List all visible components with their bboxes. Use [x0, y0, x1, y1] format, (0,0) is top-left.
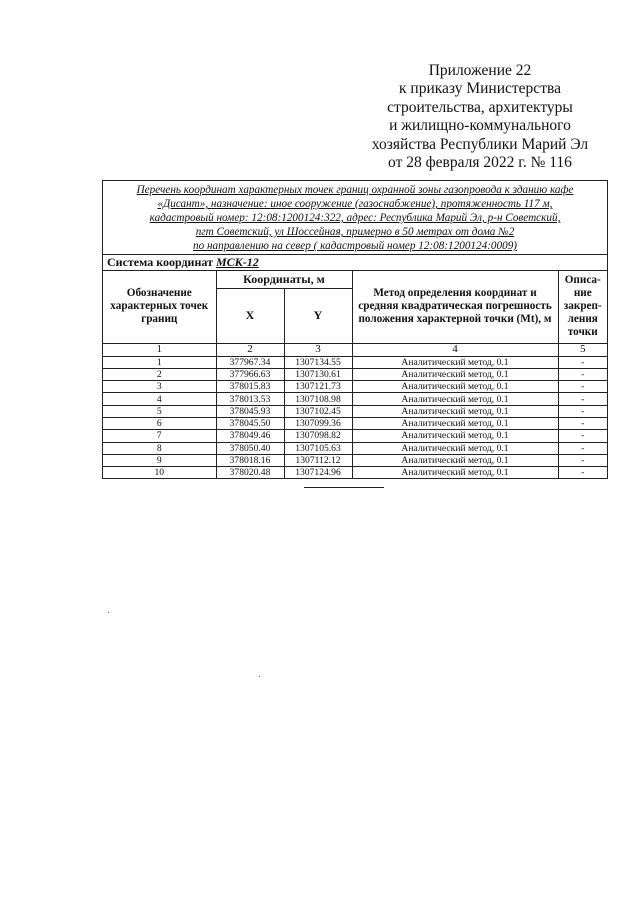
- table-title-line: кадастровый номер: 12:08:1200124:322, адрес: Республика Марий Эл, р-н Советский,: [149, 212, 561, 224]
- coord-y: 1307098.82: [284, 430, 352, 442]
- coordinate-system-label: Система координат: [107, 255, 213, 269]
- point-number: 9: [103, 454, 216, 466]
- coord-x: 378045.50: [216, 417, 284, 429]
- header-method: Метод определения координат и средняя квадратическая погрешность положения характерной точки (Mt), м: [352, 271, 558, 343]
- header-point: Обозначение характерных точек границ: [103, 271, 216, 343]
- table-row: [103, 430, 607, 442]
- header-x: X: [216, 288, 284, 343]
- table-title-line: Перечень координат характерных точек границ охранной зоны газопровода к зданию кафе: [136, 184, 574, 196]
- coord-y: 1307108.98: [284, 393, 352, 405]
- point-number: 7: [103, 430, 216, 442]
- table-row: [103, 381, 607, 393]
- header-coordinates: Координаты, м: [216, 271, 352, 288]
- point-number: 3: [103, 381, 216, 393]
- column-number: 1: [103, 343, 216, 356]
- appendix-line: строительства, архитектуры: [387, 98, 573, 116]
- coord-x: 378018.16: [216, 454, 284, 466]
- appendix-line: хозяйства Республики Марий Эл: [371, 135, 589, 153]
- appendix-line: Приложение 22: [428, 62, 532, 79]
- point-number: 8: [103, 442, 216, 454]
- coord-y: 1307130.61: [284, 368, 352, 380]
- method-cell: Аналитический метод, 0.1: [352, 368, 558, 380]
- coord-x: 378045.93: [216, 405, 284, 417]
- point-number: 1: [103, 356, 216, 368]
- description-cell: -: [558, 430, 607, 442]
- appendix-line: и жилищно-коммунального: [389, 117, 571, 135]
- description-cell: -: [558, 381, 607, 393]
- coord-y: 1307124.96: [284, 467, 352, 479]
- coordinate-system-value: МСК-12: [215, 255, 259, 269]
- coord-y: 1307105.63: [284, 442, 352, 454]
- coord-y: 1307102.45: [284, 405, 352, 417]
- description-cell: -: [558, 393, 607, 405]
- table-row: [103, 467, 607, 479]
- table-title-line: «Дисант», назначение: иное сооружение (газоснабжение), протяженность 117 м,: [157, 198, 553, 210]
- description-cell: -: [558, 356, 607, 368]
- point-number: 5: [103, 405, 216, 417]
- point-number: 10: [103, 467, 216, 479]
- coord-y: 1307121.73: [284, 381, 352, 393]
- coordinates-document-table: [102, 180, 608, 479]
- point-number: 4: [103, 393, 216, 405]
- description-cell: -: [558, 442, 607, 454]
- description-cell: -: [558, 467, 607, 479]
- coord-y: 1307099.36: [284, 417, 352, 429]
- table-row: [103, 393, 607, 405]
- header-y: Y: [284, 288, 352, 343]
- method-cell: Аналитический метод, 0.1: [352, 356, 558, 368]
- header-description: Описа-ние закреп-ления точки: [558, 271, 607, 343]
- coordinate-system-row: [103, 255, 607, 271]
- coordinates-table: [103, 271, 607, 478]
- scan-speck: [108, 612, 109, 613]
- coord-x: 378013.53: [216, 393, 284, 405]
- coord-x: 378015.83: [216, 381, 284, 393]
- coord-x: 378020.48: [216, 467, 284, 479]
- table-row: [103, 442, 607, 454]
- method-cell: Аналитический метод, 0.1: [352, 381, 558, 393]
- coord-x: 377966.63: [216, 368, 284, 380]
- appendix-line: к приказу Министерства: [399, 80, 561, 98]
- method-cell: Аналитический метод, 0.1: [352, 442, 558, 454]
- coord-x: 377967.34: [216, 356, 284, 368]
- coord-x: 378050.40: [216, 442, 284, 454]
- method-cell: Аналитический метод, 0.1: [352, 393, 558, 405]
- table-row: [103, 454, 607, 466]
- method-cell: Аналитический метод, 0.1: [352, 430, 558, 442]
- table-row: [103, 368, 607, 380]
- point-number: 6: [103, 417, 216, 429]
- coord-y: 1307112.12: [284, 454, 352, 466]
- column-number: 5: [558, 343, 607, 356]
- table-title-line: пгт Советский, ул Шоссейная, примерно в 50 метрах от дома №2: [195, 226, 515, 238]
- column-number: 3: [284, 343, 352, 356]
- table-row: [103, 417, 607, 429]
- column-number: 2: [216, 343, 284, 356]
- method-cell: Аналитический метод, 0.1: [352, 405, 558, 417]
- method-cell: Аналитический метод, 0.1: [352, 467, 558, 479]
- appendix-header: [340, 62, 620, 172]
- table-row: [103, 405, 607, 417]
- column-numbers-row: [103, 343, 607, 356]
- coord-y: 1307134.55: [284, 356, 352, 368]
- table-title: [103, 181, 607, 255]
- table-title-line: по направлению на север ( кадастровый номер 12:08:1200124:0009): [192, 240, 518, 252]
- appendix-line: от 28 февраля 2022 г. № 116: [388, 154, 572, 172]
- point-number: 2: [103, 368, 216, 380]
- description-cell: -: [558, 405, 607, 417]
- coord-x: 378049.46: [216, 430, 284, 442]
- scan-speck: [259, 676, 260, 677]
- closing-line: [304, 487, 384, 488]
- column-number: 4: [352, 343, 558, 356]
- table-row: [103, 356, 607, 368]
- description-cell: -: [558, 454, 607, 466]
- method-cell: Аналитический метод, 0.1: [352, 417, 558, 429]
- description-cell: -: [558, 368, 607, 380]
- description-cell: -: [558, 417, 607, 429]
- method-cell: Аналитический метод, 0.1: [352, 454, 558, 466]
